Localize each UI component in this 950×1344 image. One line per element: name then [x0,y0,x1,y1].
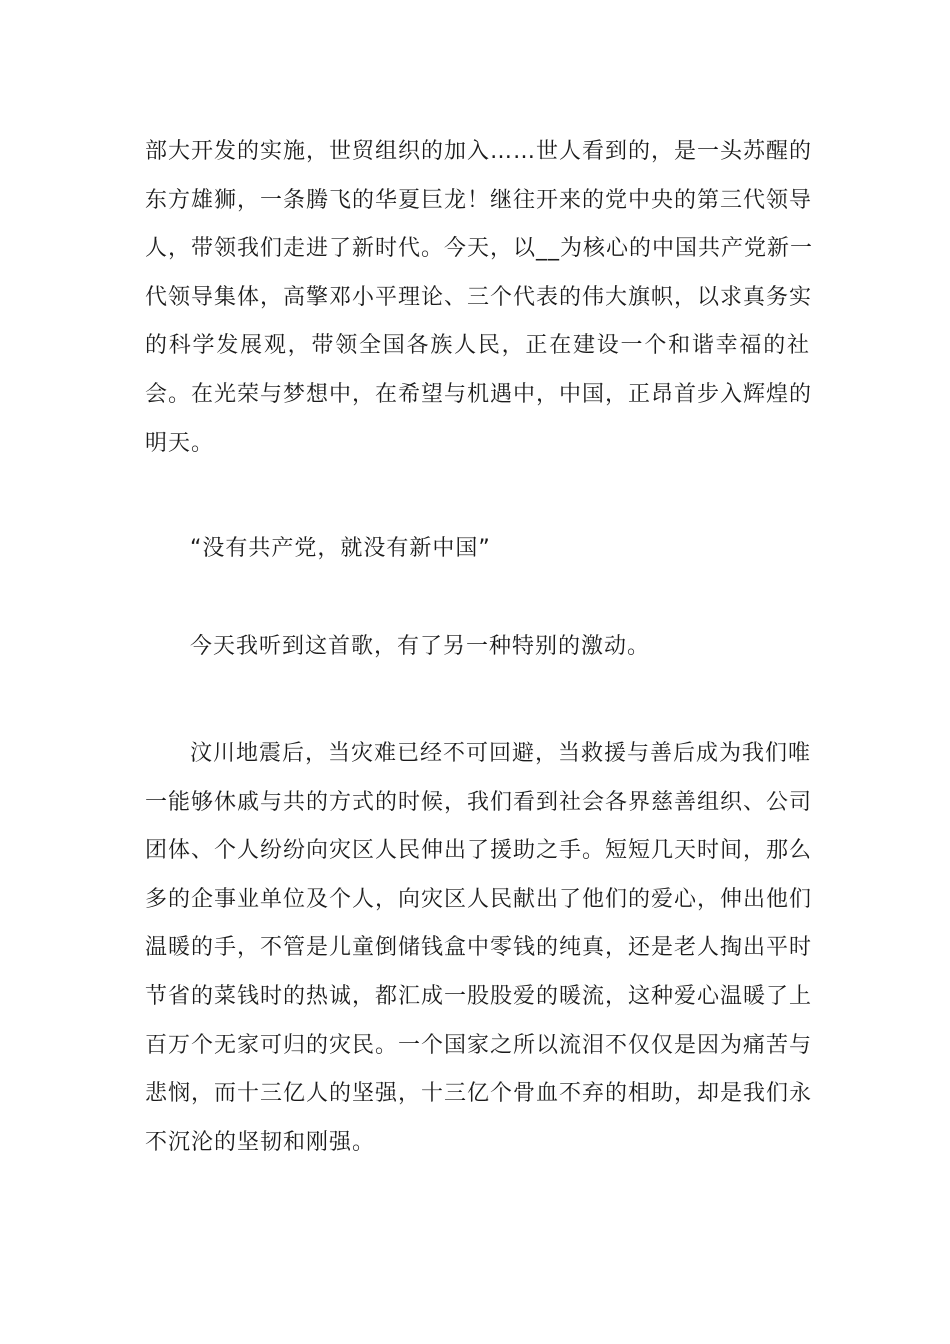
text-line: 多的企事业单位及个人，向灾区人民献出了他们的爱心，伸出他们 [145,886,813,912]
text-line: 东方雄狮，一条腾飞的华夏巨龙！继往开来的党中央的第三代领导 [145,187,813,213]
paragraph-emotion: 今天我听到这首歌，有了另一种特别的激动。 [190,634,651,659]
text-line: 人，带领我们走进了新时代。今天，以__为核心的中国共产党新一 [145,236,814,262]
text-line: 一能够休戚与共的方式的时候，我们看到社会各界慈善组织、公司 [145,789,813,815]
text-line: 不沉沦的坚韧和刚强。 [145,1129,376,1155]
text-line: 温暖的手，不管是儿童倒储钱盒中零钱的纯真，还是老人掏出平时 [145,935,813,961]
song-title-quote: “没有共产党，就没有新中国” [190,536,491,561]
text-line: 明天。 [145,430,215,456]
text-line: 团体、个人纷纷向灾区人民伸出了援助之手。短短几天时间，那么 [145,838,813,864]
text-line: 的科学发展观，带领全国各族人民，正在建设一个和谐幸福的社 [145,333,810,359]
text-line: 节省的菜钱时的热诚，都汇成一股股爱的暖流，这种爱心温暖了上 [145,983,813,1009]
text-line: 汶川地震后，当灾难已经不可回避，当救援与善后成为我们唯 [190,741,812,766]
paragraph-wenchuan [145,730,813,1167]
text-line: 悲悯，而十三亿人的坚强，十三亿个骨血不弃的相助，却是我们永 [145,1081,813,1107]
text-line: 百万个无家可归的灾民。一个国家之所以流泪不仅仅是因为痛苦与 [145,1032,813,1058]
paragraph-development [145,128,814,468]
text-line: 代领导集体，高擎邓小平理论、三个代表的伟大旗帜，以求真务实 [145,284,813,310]
text-line: 会。在光荣与梦想中，在希望与机遇中，中国，正昂首步入辉煌的 [145,381,813,407]
text-line: 部大开发的实施，世贸组织的加入……世人看到的，是一头苏醒的 [145,139,813,164]
